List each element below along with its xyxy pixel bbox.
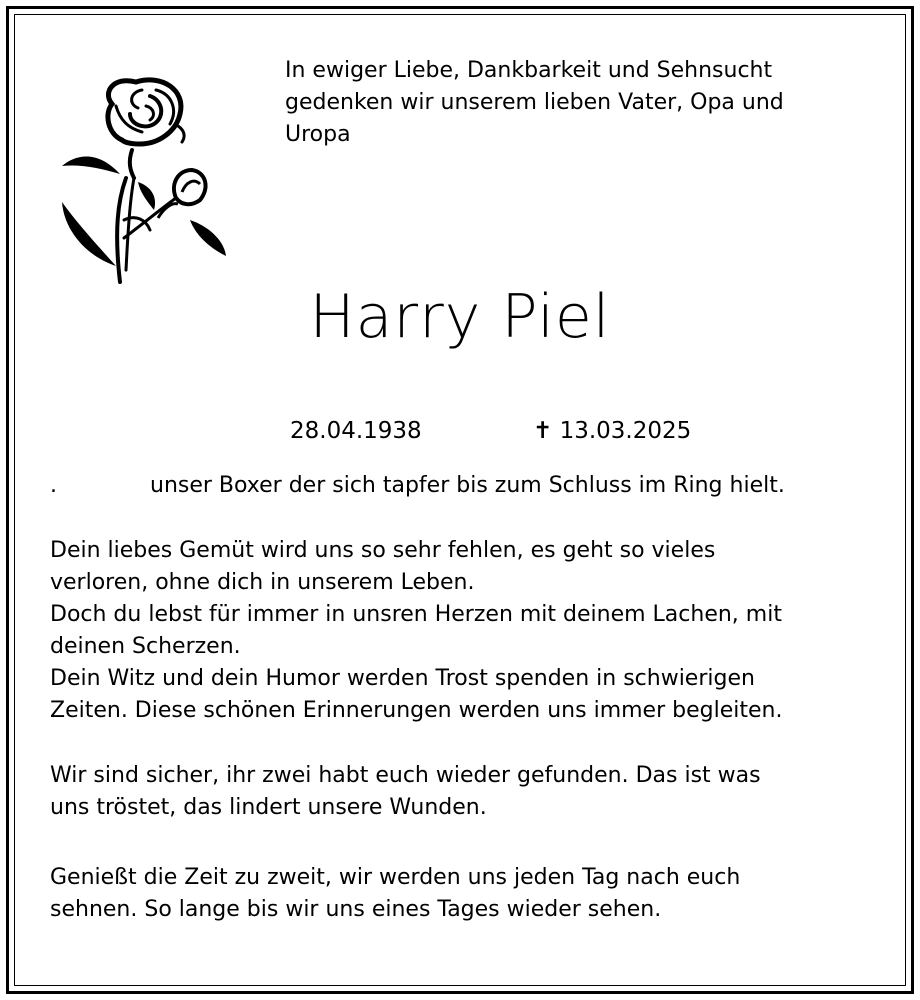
rose-icon [58, 70, 230, 290]
paragraph-3 [50, 862, 890, 926]
text-line: uns tröstet, das lindert unsere Wunden. [50, 795, 487, 820]
text-line: sehnen. So lange bis wir uns eines Tages wieder sehen. [50, 897, 662, 922]
intro-text [285, 55, 875, 151]
boxer-line: unser Boxer der sich tapfer bis zum Schluss im Ring hielt. [150, 473, 785, 498]
text-line: Zeiten. Diese schönen Erinnerungen werden uns immer begleiten. [50, 698, 783, 723]
intro-line: gedenken wir unserem lieben Vater, Opa und [285, 90, 784, 115]
text-line: Dein liebes Gemüt wird uns so sehr fehlen, es geht so vieles [50, 538, 716, 563]
text-line: verloren, ohne dich in unserem Leben. [50, 570, 475, 595]
intro-line: In ewiger Liebe, Dankbarkeit und Sehnsucht [285, 58, 773, 83]
text-line: Doch du lebst für immer in unsren Herzen mit deinem Lachen, mit [50, 602, 782, 627]
birth-date: 28.04.1938 [290, 418, 422, 444]
paragraph-2 [50, 760, 890, 824]
death-date: ✝ 13.03.2025 [533, 418, 692, 444]
paragraph-1 [50, 535, 890, 727]
intro-line: Uropa [285, 122, 351, 147]
text-line: Dein Witz und dein Humor werden Trost spenden in schwierigen [50, 666, 755, 691]
text-line: Wir sind sicher, ihr zwei habt euch wieder gefunden. Das ist was [50, 763, 761, 788]
deceased-name: Harry Piel [309, 282, 611, 352]
text-line: Genießt die Zeit zu zweit, wir werden uns jeden Tag nach euch [50, 865, 741, 890]
leading-dot: . [50, 473, 57, 498]
text-line: deinen Scherzen. [50, 634, 241, 659]
